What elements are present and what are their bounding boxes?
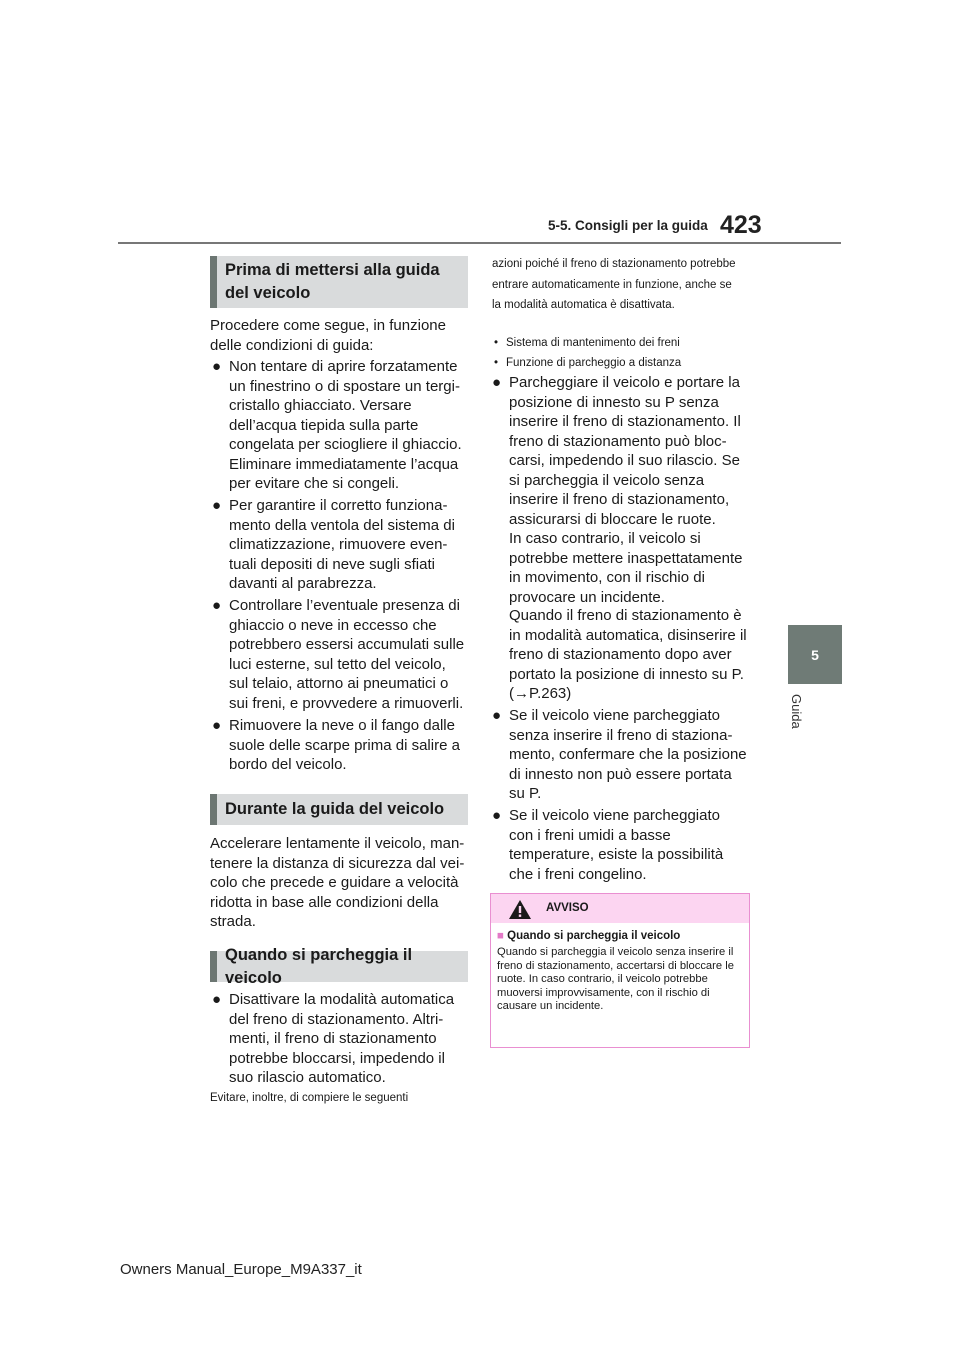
intro-paragraph: Procedere come segue, in funzione delle condizioni di guida:: [210, 317, 446, 354]
bullet-icon: ●: [492, 374, 502, 391]
heading-parking: [210, 945, 468, 987]
list-item-text: Rimuovere la neve o il fango dalle suole delle scarpe prima di salire a bordo del veicolo.: [229, 717, 460, 773]
chapter-number: 5: [811, 646, 819, 663]
list-item-continuation: Quando il freno di stazionamento è in modalità automatica, disinserire il freno di stazionamento dopo aver portato la posizione di innesto su P. (→P.263): [509, 607, 747, 702]
warning-title: AVVISO: [546, 902, 589, 914]
list-item-text: Parcheggiare il veicolo e portare la posizione di innesto su P senza inserire il freno di stazionamento. Il freno di stazionamento può bloccarsi, impedendo il suo rilascio. Se si parcheggia il veicolo senza inserire il freno di stazionamento, assicurarsi di bloccare le ruote.: [509, 374, 741, 528]
warning-box: [490, 893, 750, 1048]
bullet-icon: ●: [492, 807, 502, 824]
list-item-continuation: In caso contrario, il veicolo si potrebbe mettere inaspettatamente in movimento, con il rischio di provocare un incidente.: [509, 530, 743, 606]
parking-note-continued: azioni poiché il freno di stazionamento potrebbe entrare automaticamente in funzione, anche se la modalità automatica è disattivata.: [492, 258, 736, 311]
bullet-icon: ●: [212, 597, 222, 614]
list-item-text: Disattivare la modalità automatica del freno di stazionamento. Altrimenti, il freno di stazionamento potrebbe bloccarsi, impedendo il suo rilascio automatico.: [229, 991, 455, 1086]
list-item-text: Non tentare di aprire forzatamente un finestrino o di spostare un tergicristallo ghiacciato. Versare dell’acqua tiepida sulla parte congelata per sciogliere il ghiaccio. Eliminare immediatamente l’acqua per evitare che si congeli.: [229, 358, 462, 492]
list-item-text: Se il veicolo viene parcheggiato senza inserire il freno di stazionamento, confermare che la posizione di innesto non può essere portata su P.: [509, 707, 747, 802]
footer-doc-id: Owners Manual_Europe_M9A337_it: [120, 1261, 362, 1278]
chapter-label: [786, 694, 816, 754]
bullet-icon: ●: [212, 991, 222, 1008]
page-number: 423: [720, 211, 762, 239]
list-item: [492, 353, 742, 373]
list-item-text: Controllare l’eventuale presenza di ghiaccio o neve in eccesso che potrebbero essersi accumulati sulle luci esterne, sul tetto del veicolo, sul telaio, attorno ai pneumatici o sui freni, e provvedere a rimuoverli.: [229, 597, 465, 712]
warning-subtitle: [497, 930, 680, 942]
bullet-icon: ●: [212, 717, 222, 734]
bullet-icon: •: [494, 357, 499, 369]
list-item: [212, 716, 468, 775]
heading-before-driving: [210, 256, 468, 308]
list-item: [212, 990, 468, 1088]
chapter-name: Guida: [789, 694, 804, 729]
heading-during-driving-text: Durante la guida del veicolo: [225, 800, 445, 818]
list-item: [212, 357, 468, 494]
list-item: [212, 496, 468, 594]
list-item-text: Per garantire il corretto funzionamento della ventola del sistema di climatizzazione, rimuovere eventuali depositi di neve sugli sfiati davanti al parabrezza.: [229, 497, 455, 592]
bullet-icon: ●: [212, 358, 222, 375]
square-bullet-icon: ■: [497, 930, 504, 942]
list-item-text: Se il veicolo viene parcheggiato con i freni umidi a basse temperature, esiste la possibilità che i freni congelino.: [509, 807, 724, 883]
bullet-icon: ●: [212, 497, 222, 514]
driving-paragraph: Accelerare lentamente il veicolo, mantenere la distanza di sicurezza dal veicolo che precede e guidare a velocità ridotta in base alle condizioni della strada.: [210, 835, 465, 930]
list-item: [212, 596, 468, 713]
heading-parking-text: Quando si parcheggia il veicolo: [225, 945, 413, 987]
chapter-tab: [788, 625, 842, 684]
list-item: [492, 333, 742, 353]
warning-body: Quando si parcheggia il veicolo senza inserire il freno di stazionamento, accertarsi di bloccare le ruote. In caso contrario, il veicolo potrebbe muoversi improvvisamente, con il rischio di causare un incidente.: [497, 946, 734, 1012]
bullet-icon: ●: [492, 707, 502, 724]
list-item-text: Sistema di mantenimento dei freni: [506, 337, 680, 349]
warning-triangle-icon: [508, 899, 532, 920]
parking-note: Evitare, inoltre, di compiere le seguenti: [210, 1092, 409, 1104]
list-item: [492, 806, 748, 884]
bullet-icon: •: [494, 337, 499, 349]
heading-before-driving-text: Prima di mettersi alla guida del veicolo: [225, 261, 440, 302]
header-divider: [118, 242, 841, 244]
section-title: 5-5. Consigli per la guida: [548, 218, 708, 233]
list-item-text: Funzione di parcheggio a distanza: [506, 357, 682, 369]
list-item: [492, 706, 748, 804]
list-item: [492, 373, 748, 529]
warning-subtitle-text: Quando si parcheggia il veicolo: [507, 930, 681, 942]
warning-header: [491, 894, 749, 923]
heading-during-driving: [210, 794, 468, 825]
